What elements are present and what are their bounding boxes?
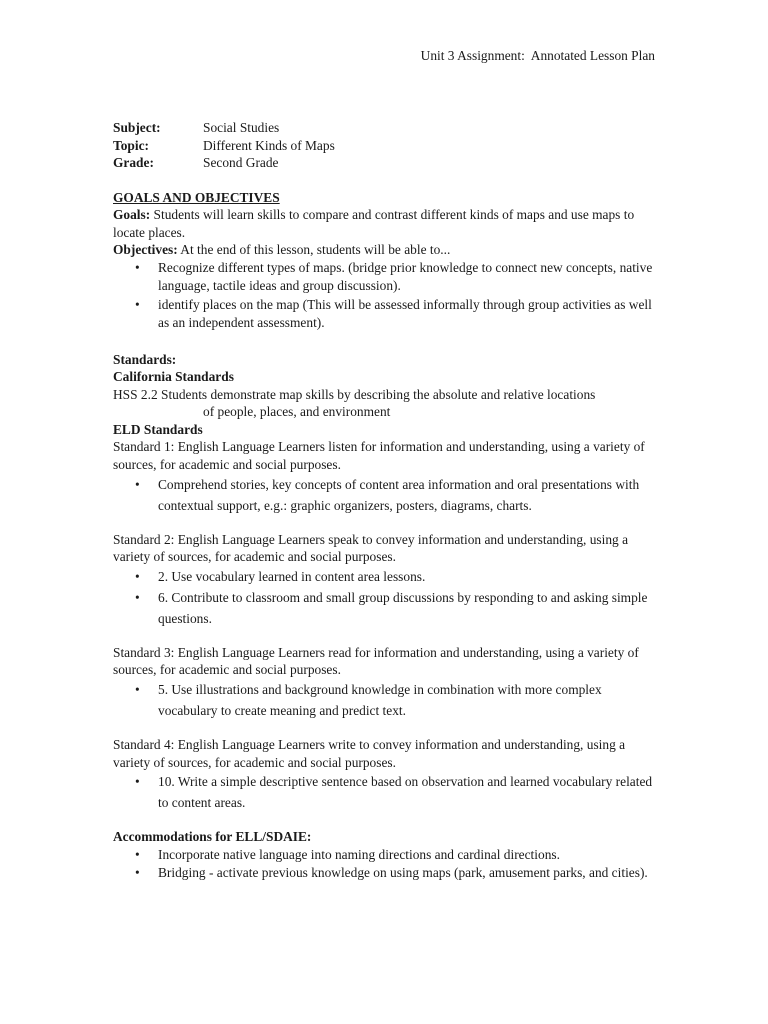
list-item <box>113 679 663 721</box>
goals-heading: GOALS AND OBJECTIVES <box>113 189 280 205</box>
meta-value: Different Kinds of Maps <box>203 137 335 153</box>
document-body <box>113 119 663 883</box>
document-header: Unit 3 Assignment: Annotated Lesson Plan <box>420 48 655 63</box>
list-item-text: Incorporate native language into naming directions and cardinal directions. <box>158 846 560 862</box>
list-item <box>113 864 663 882</box>
eld-standard-3-list <box>113 679 663 721</box>
list-item <box>113 259 663 296</box>
bullet-icon: • <box>135 476 140 492</box>
list-item <box>113 296 663 333</box>
bullet-icon: • <box>135 865 140 881</box>
list-item <box>113 474 663 516</box>
list-item-text: identify places on the map (This will be assessed informally through group activities as well as an independent assessment). <box>158 296 652 331</box>
meta-row-topic <box>113 137 663 155</box>
list-item-text: Recognize different types of maps. (bridge prior knowledge to connect new concepts, native language, tactile ideas and group discussion). <box>158 259 653 294</box>
meta-label: Topic: <box>113 137 149 153</box>
bullet-icon: • <box>135 846 140 862</box>
eld-standard-4-text: Standard 4: English Language Learners write to convey information and understanding, using a variety of sources, for academic and social purposes. <box>113 737 626 770</box>
eld-standard-3-text: Standard 3: English Language Learners read for information and understanding, using a variety of sources, for academic and social purposes. <box>113 644 639 678</box>
eld-standards-heading: ELD Standards <box>113 421 203 437</box>
bullet-icon: • <box>135 296 140 312</box>
list-item-text: 2. Use vocabulary learned in content area lessons. <box>158 568 426 584</box>
accommodations-heading: Accommodations for ELL/SDAIE: <box>113 829 312 845</box>
meta-block <box>113 119 663 172</box>
hss-standard-continuation: of people, places, and environment <box>203 404 391 420</box>
objectives-list <box>113 259 663 333</box>
list-item <box>113 587 663 629</box>
california-standards-heading: California Standards <box>113 369 234 385</box>
meta-row-subject <box>113 119 663 137</box>
eld-standard-1-list <box>113 474 663 516</box>
list-item <box>113 846 663 864</box>
bullet-icon: • <box>135 774 140 790</box>
list-item <box>113 771 663 813</box>
bullet-icon: • <box>135 259 140 275</box>
standards-heading: Standards: <box>113 351 177 367</box>
meta-value: Social Studies <box>203 120 280 135</box>
goals-text: Students will learn skills to compare and contrast different kinds of maps and use maps to locate places. <box>113 207 635 240</box>
eld-standard-1-text: Standard 1: English Language Learners listen for information and understanding, using a variety of sources, for academic and social purposes. <box>113 439 645 473</box>
objectives-text: At the end of this lesson, students will be able to... <box>177 242 451 258</box>
hss-standard-line: HSS 2.2 Students demonstrate map skills by describing the absolute and relative locations <box>113 386 596 402</box>
eld-standard-4-list <box>113 771 663 813</box>
list-item-text: Bridging - activate previous knowledge on using maps (park, amusement parks, and cities). <box>158 865 648 881</box>
meta-value: Second Grade <box>203 155 279 170</box>
meta-label: Subject: <box>113 120 161 135</box>
meta-row-grade <box>113 154 663 172</box>
list-item-text: 6. Contribute to classroom and small group discussions by responding to and asking simple questions. <box>158 589 648 626</box>
eld-standard-2-text: Standard 2: English Language Learners speak to convey information and understanding, using a variety of sources, for academic and social purposes. <box>113 531 629 565</box>
objectives-label: Objectives: <box>113 242 178 258</box>
list-item-text: 5. Use illustrations and background knowledge in combination with more complex vocabulary to create meaning and predict text. <box>158 682 602 719</box>
bullet-icon: • <box>135 682 140 698</box>
objectives-paragraph <box>113 241 663 259</box>
meta-label: Grade: <box>113 155 154 170</box>
list-item-text: Comprehend stories, key concepts of content area information and oral presentations with contextual support, e.g.: graphic organizers, posters, diagrams, charts. <box>158 476 640 513</box>
bullet-icon: • <box>135 589 140 605</box>
list-item <box>113 566 663 587</box>
list-item-text: 10. Write a simple descriptive sentence based on observation and learned vocabulary related to content areas. <box>158 774 653 811</box>
goals-paragraph <box>113 206 663 241</box>
goals-label: Goals: <box>113 207 151 223</box>
eld-standard-2-list <box>113 566 663 629</box>
accommodations-list <box>113 846 663 883</box>
bullet-icon: • <box>135 568 140 584</box>
